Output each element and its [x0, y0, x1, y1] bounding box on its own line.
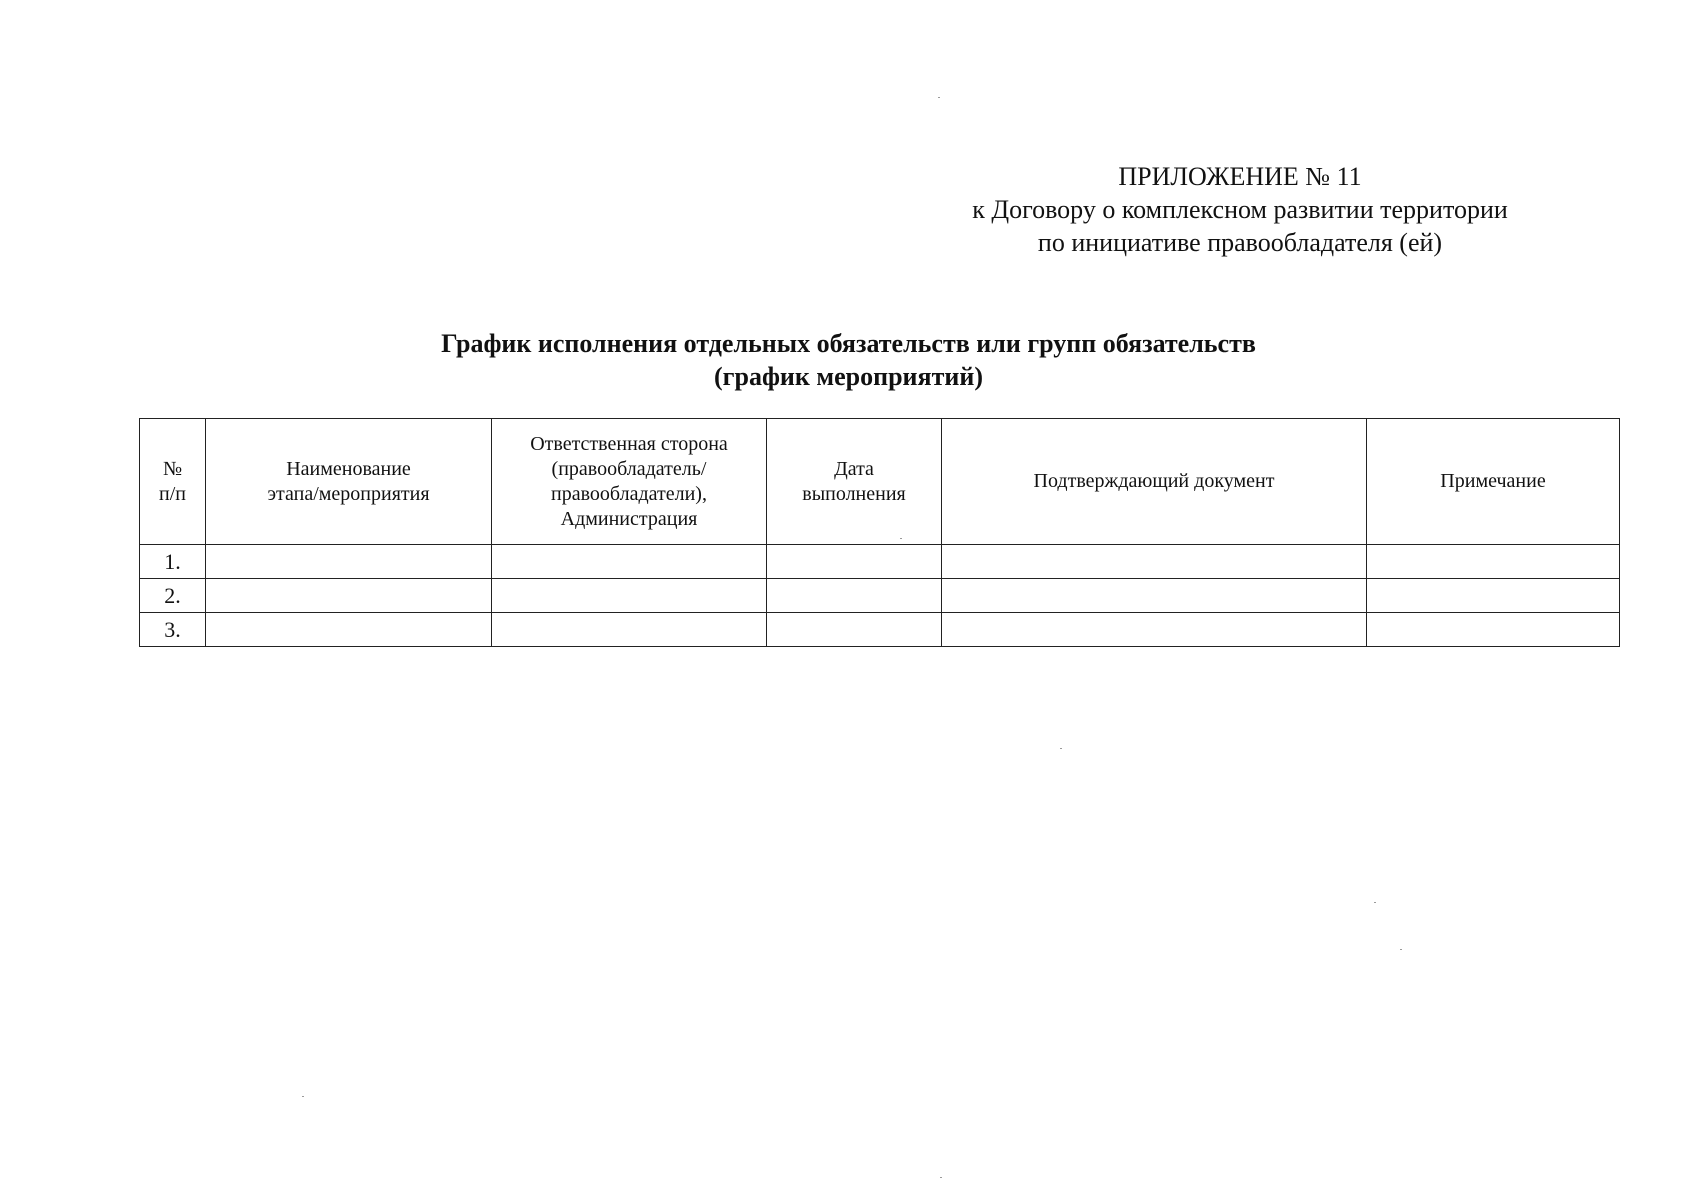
scan-speck	[1374, 902, 1376, 903]
cell-note	[1367, 579, 1620, 613]
cell-document	[942, 613, 1367, 647]
cell-party	[492, 613, 767, 647]
header-note: Примечание	[1367, 419, 1620, 545]
scan-speck	[900, 538, 902, 539]
cell-num: 2.	[140, 579, 206, 613]
header-date: Дата выполнения	[767, 419, 942, 545]
cell-note	[1367, 545, 1620, 579]
scan-speck	[1060, 748, 1062, 749]
header-stage: Наименование этапа/мероприятия	[206, 419, 492, 545]
table-row	[140, 613, 1620, 647]
document-title	[0, 327, 1697, 393]
scan-speck	[302, 1096, 304, 1097]
cell-date	[767, 613, 942, 647]
cell-num: 3.	[140, 613, 206, 647]
appendix-number: ПРИЛОЖЕНИЕ № 11	[1118, 162, 1362, 191]
cell-num: 1.	[140, 545, 206, 579]
table-row	[140, 545, 1620, 579]
appendix-initiative: по инициативе правообладателя (ей)	[1037, 228, 1443, 257]
cell-stage	[206, 579, 492, 613]
scan-speck	[940, 1177, 942, 1178]
cell-party	[492, 579, 767, 613]
cell-date	[767, 579, 942, 613]
cell-document	[942, 545, 1367, 579]
cell-stage	[206, 545, 492, 579]
cell-party	[492, 545, 767, 579]
table-header-row	[140, 419, 1620, 545]
scan-speck	[938, 97, 940, 98]
cell-stage	[206, 613, 492, 647]
schedule-table	[139, 418, 1620, 647]
scan-speck	[1400, 949, 1402, 950]
header-num: № п/п	[140, 419, 206, 545]
appendix-header	[900, 160, 1580, 259]
table-row	[140, 579, 1620, 613]
cell-note	[1367, 613, 1620, 647]
cell-date	[767, 545, 942, 579]
title-line-1: График исполнения отдельных обязательств или групп обязательств	[441, 329, 1256, 358]
title-line-2: (график мероприятий)	[714, 362, 983, 391]
appendix-contract-ref: к Договору о комплексном развитии территории	[972, 195, 1508, 224]
header-document: Подтверждающий документ	[942, 419, 1367, 545]
header-responsible-party: Ответственная сторона (правообладатель/ правообладатели), Администрация	[492, 419, 767, 545]
cell-document	[942, 579, 1367, 613]
